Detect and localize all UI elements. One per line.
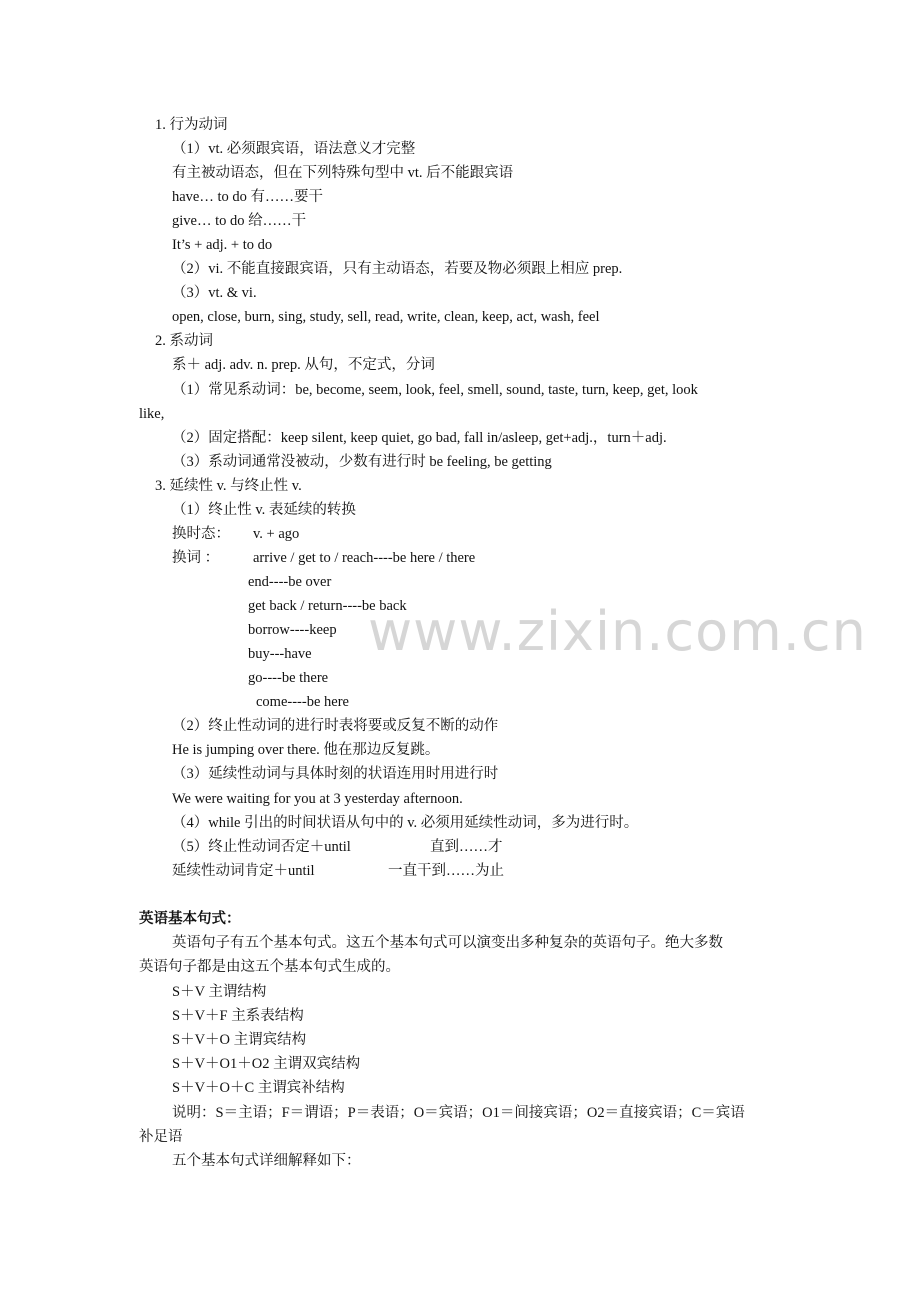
s1-line-2: have… to do 有……要干 <box>172 189 324 205</box>
s2-point-2: （2）固定搭配：keep silent, keep quiet, go bad, fall in/asleep, get+adj.，turn＋adj. <box>172 430 667 446</box>
s1-line-5: open, close, burn, sing, study, sell, read, write, clean, keep, act, wash, feel <box>172 309 600 325</box>
patterns-intro-b: 英语句子都是由这五个基本句式生成的。 <box>139 959 400 975</box>
s3-word-7: come----be here <box>256 694 349 710</box>
s3-word-2: end----be over <box>248 574 332 590</box>
s2-point-1b: like, <box>139 406 165 422</box>
s3-word-3: get back / return----be back <box>248 598 407 614</box>
legend-note-a: 说明：S＝主语；F＝谓语；P＝表语；O＝宾语；O1＝间接宾语；O2＝直接宾语；C＝宾语 <box>172 1105 745 1121</box>
s1-point-3: （3）vt. & vi. <box>172 285 257 301</box>
s3-word-4: borrow----keep <box>248 622 337 638</box>
section-3-title: 3. 延续性 v. 与终止性 v. <box>155 478 302 494</box>
s3-point-4: （4）while 引出的时间状语从句中的 v. 必须用延续性动词，多为进行时。 <box>172 815 639 831</box>
s2-line-1: 系＋ adj. adv. n. prep. 从句，不定式，分词 <box>172 357 435 373</box>
s3-example-2: He is jumping over there. 他在那边反复跳。 <box>172 742 440 758</box>
patterns-heading: 英语基本句式： <box>139 911 241 927</box>
s2-point-3: （3）系动词通常没被动，少数有进行时 be feeling, be getting <box>172 454 552 470</box>
s3-point-3: （3）延续性动词与具体时刻的状语连用时用进行时 <box>172 766 499 782</box>
s3-word-1: arrive / get to / reach----be here / there <box>253 550 476 566</box>
s3-tense-label: 换时态： <box>172 526 230 542</box>
s1-line-4: It’s + adj. + to do <box>172 237 273 253</box>
s3-word-5: buy---have <box>248 646 312 662</box>
section-1-title: 1. 行为动词 <box>155 117 228 133</box>
s2-point-1a: （1）常见系动词：be, become, seem, look, feel, smell, sound, taste, turn, keep, get, look <box>172 382 698 398</box>
s3-word-6: go----be there <box>248 670 329 686</box>
patterns-intro-a: 英语句子有五个基本句式。这五个基本句式可以演变出多种复杂的英语句子。绝大多数 <box>172 935 723 951</box>
s1-line-1: 有主被动语态，但在下列特殊句型中 vt. 后不能跟宾语 <box>172 165 514 181</box>
s3-point-1: （1）终止性 v. 表延续的转换 <box>172 502 356 518</box>
watermark: www.zixin.com.cn <box>368 600 867 663</box>
pattern-1: S＋V 主谓结构 <box>172 984 267 1000</box>
s3-point-2: （2）终止性动词的进行时表将要或反复不断的动作 <box>172 718 499 734</box>
s3-point-6-label: 延续性动词肯定＋until <box>172 863 315 879</box>
section-2-title: 2. 系动词 <box>155 333 213 349</box>
pattern-2: S＋V＋F 主系表结构 <box>172 1008 304 1024</box>
s3-point-5-value: 直到……才 <box>430 839 503 855</box>
s1-point-2: （2）vi. 不能直接跟宾语，只有主动语态，若要及物必须跟上相应 prep. <box>172 261 623 277</box>
pattern-5: S＋V＋O＋C 主谓宾补结构 <box>172 1080 345 1096</box>
s1-point-1: （1）vt. 必须跟宾语，语法意义才完整 <box>172 141 416 157</box>
s3-word-label: 换词 ： <box>172 550 220 566</box>
s3-example-3: We were waiting for you at 3 yesterday afternoon. <box>172 791 463 807</box>
legend-note-b: 补足语 <box>139 1129 183 1145</box>
s3-tense-value: v. + ago <box>253 526 300 542</box>
s3-point-6-value: 一直干到……为止 <box>388 863 504 879</box>
s1-line-3: give… to do 给……干 <box>172 213 307 229</box>
pattern-3: S＋V＋O 主谓宾结构 <box>172 1032 307 1048</box>
s3-point-5-label: （5）终止性动词否定＋until <box>172 839 351 855</box>
patterns-closing: 五个基本句式详细解释如下： <box>172 1153 361 1169</box>
pattern-4: S＋V＋O1＋O2 主谓双宾结构 <box>172 1056 361 1072</box>
